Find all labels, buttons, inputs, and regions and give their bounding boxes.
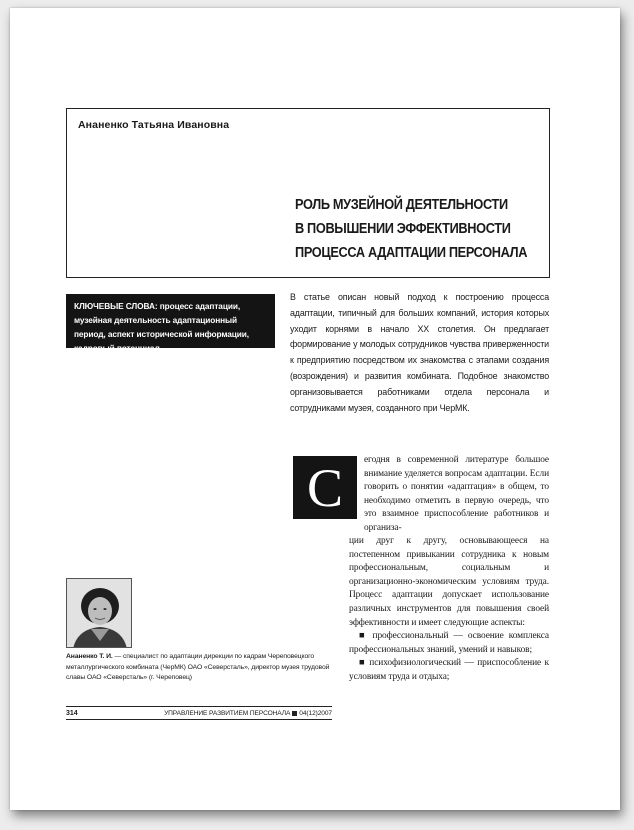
list-item [349, 630, 549, 657]
title-line: В ПОВЫШЕНИИ ЭФФЕКТИВНОСТИ [295, 221, 511, 237]
abstract: В статье описан новый подход к построению процесса адаптации, типичный для больших компаний, история которых уходит корнями в начало XX столетия. Он предлагает формирование у молодых сотрудников чувства приверженности к предприятию посредством их знакомства с этапами создания (возрождения) и развития комбината. Подобное знакомство организовывается работниками отдела персонала и сотрудниками музея, созданного при ЧерМК. [290, 292, 549, 413]
drop-cap: С [293, 456, 357, 519]
article-title [295, 193, 528, 265]
author-bio [66, 652, 332, 684]
bullet-marker: ■ [359, 658, 366, 669]
author-portrait-icon [67, 579, 132, 648]
page-footer [66, 708, 332, 719]
body-paragraph: ции друг к другу, основывающееся на постепенном привыкании сотрудника к новым профессиональным, социальным и организационно-экономическим условиям труда. Процесс адаптации допускает использование различных инструментов для повышения своей эффективности и имеет следующие аспекты: [349, 536, 549, 628]
list-item-text: психофизиологический — приспособление к условиям труда и отдыха; [349, 658, 549, 682]
author-bio-name: Ананенко Т. И. [66, 653, 113, 660]
bullet-marker: ■ [359, 631, 368, 642]
footer-rule [66, 719, 332, 720]
list-item [349, 657, 549, 684]
keywords-box: КЛЮЧЕВЫЕ СЛОВА: процесс адаптации, музейная деятельность адаптационный период, аспект исторической информации, кадровый потенциал [66, 294, 275, 348]
page-number: 314 [66, 710, 78, 717]
author-bio-text: — специалист по адаптации дирекции по кадрам Череповецкого металлургического комбината (ЧерМК) ОАО «Северсталь», директор музея трудовой славы ОАО «Северсталь» (г. Череповец) [66, 653, 330, 682]
author-photo [66, 578, 132, 648]
journal-name: УПРАВЛЕНИЕ РАЗВИТИЕМ ПЕРСОНАЛА [164, 710, 291, 717]
footer-rule [66, 706, 332, 707]
body-text [349, 535, 549, 685]
journal-info [164, 710, 332, 717]
body-first-paragraph: егодня в современной литературе большое внимание уделяется вопросам адаптации. Если говорить о понятии «адаптация» в общем, то необходимо отметить в первую очередь, что это взаимное приспособление работников и организа- [364, 455, 549, 533]
list-item-text: профессиональный — освоение комплекса профессиональных знаний, умений и навыков; [349, 631, 549, 655]
square-separator-icon [292, 711, 297, 716]
journal-issue: 04(12)2007 [299, 710, 332, 717]
author-name: Ананенко Татьяна Ивановна [78, 119, 230, 131]
title-line: РОЛЬ МУЗЕЙНОЙ ДЕЯТЕЛЬНОСТИ [295, 197, 508, 213]
title-line: ПРОЦЕССА АДАПТАЦИИ ПЕРСОНАЛА [295, 245, 528, 261]
